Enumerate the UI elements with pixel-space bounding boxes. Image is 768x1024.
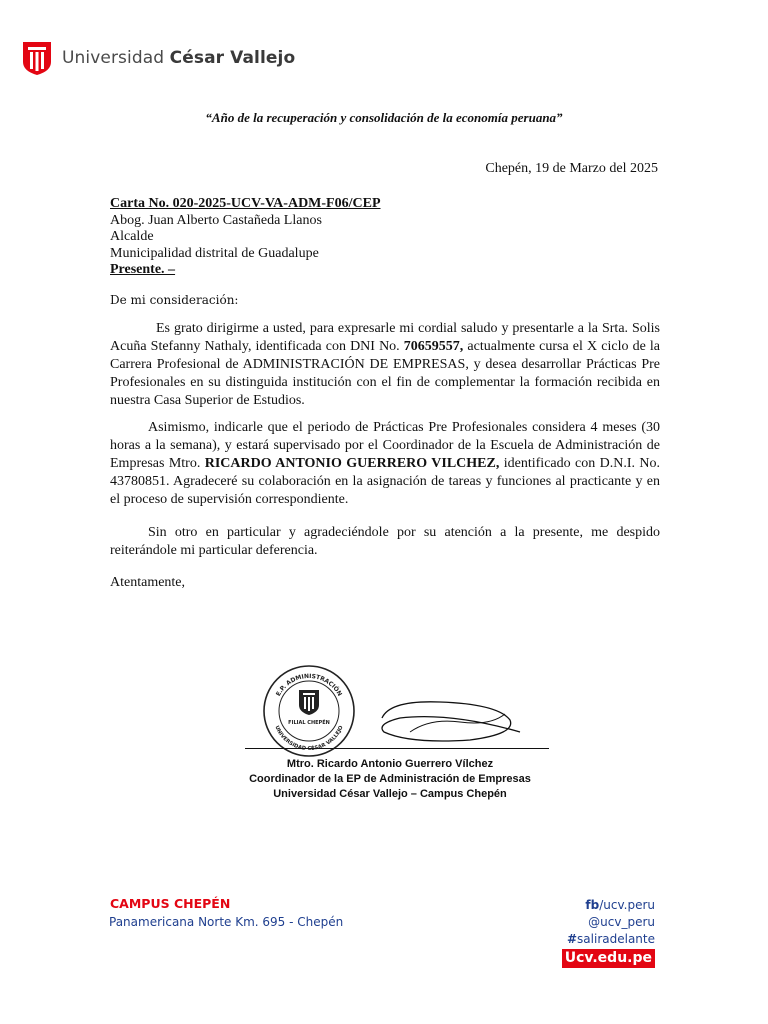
body-paragraph-1: Es grato dirigirme a usted, para expresarle mi cordial saludo y presentarle a la Srta. Solis Acuña Stefanny Nathaly, identificada con DNI No. 70659557, actualmente cursa el X ciclo de la Carrera Profesional de ADMINISTRACIÓN DE EMPRESAS, y desea desarrollar Prácticas Pre Profesionales en su distinguida institución con el fin de complementar la formación recibida en nuestra Casa Superior de Estudios. [110,321,660,408]
signer-institution: Universidad César Vallejo – Campus Chepén [273,788,507,800]
footer-social [562,897,655,968]
letter-reference-block [110,196,381,279]
footer-address: Panamericana Norte Km. 695 - Chepén [109,915,344,929]
school-seal-stamp [262,664,356,758]
signature-line [245,748,549,749]
closing-phrase: Atentamente, [110,575,186,590]
university-name: Universidad César Vallejo [62,48,296,68]
greeting: De mi consideración: [110,293,239,307]
facebook-link[interactable]: fb/ucv.peru [585,898,655,912]
recipient-organization: Municipalidad distrital de Guadalupe [110,245,319,261]
recipient-name: Abog. Juan Alberto Castañeda Llanos [110,212,322,228]
signer-name: Mtro. Ricardo Antonio Guerrero Vílchez [286,758,494,770]
hashtag: #saliradelante [566,932,655,946]
letter-date: Chepén, 19 de Marzo del 2025 [485,161,658,176]
twitter-handle[interactable]: @ucv_peru [588,915,655,929]
website-link[interactable]: Ucv.edu.pe [562,949,655,968]
year-motto: “Año de la recuperación y consolidación de la economía peruana” [205,110,563,125]
ucv-shield-icon [22,40,52,76]
signer-block [230,757,550,802]
seal-bottom-text: UNIVERSIDAD CÉSAR VALLEJO [273,724,345,753]
supervisor-name: RICARDO ANTONIO GUERRERO VILCHEZ, [204,456,500,471]
seal-top-text: E.P. ADMINISTRACIÓN [274,672,344,698]
carta-number: Carta No. 020-2025-UCV-VA-ADM-F06/CEP [110,196,381,211]
body-paragraph-3: Sin otro en particular y agradeciéndole por su atención a la presente, me despido reiterándole mi particular deferencia. [110,525,660,558]
recipient-title: Alcalde [110,229,154,244]
university-logo [22,40,295,76]
seal-shield-icon [299,690,319,715]
seal-center-text: FILIAL CHEPÉN [288,720,330,726]
student-dni: 70659557, [403,339,464,354]
presente-label: Presente. – [110,262,176,277]
footer-campus: CAMPUS CHEPÉN [110,896,231,911]
body-paragraph-2: Asimismo, indicarle que el periodo de Prácticas Pre Profesionales considera 4 meses (30 horas a la semana), y estará supervisado por el Coordinador de la Escuela de Administración de Empresas Mtro. RICARDO ANTONIO GUERRERO VILCHEZ, identificado con D.N.I. No. 43780851. Agradeceré su colaboración en la asignación de tareas y funciones al practicante y en el proceso de supervisión correspondiente. [110,420,660,507]
handwritten-signature [370,688,530,748]
signer-role: Coordinador de la EP de Administración de Empresas [249,773,531,785]
